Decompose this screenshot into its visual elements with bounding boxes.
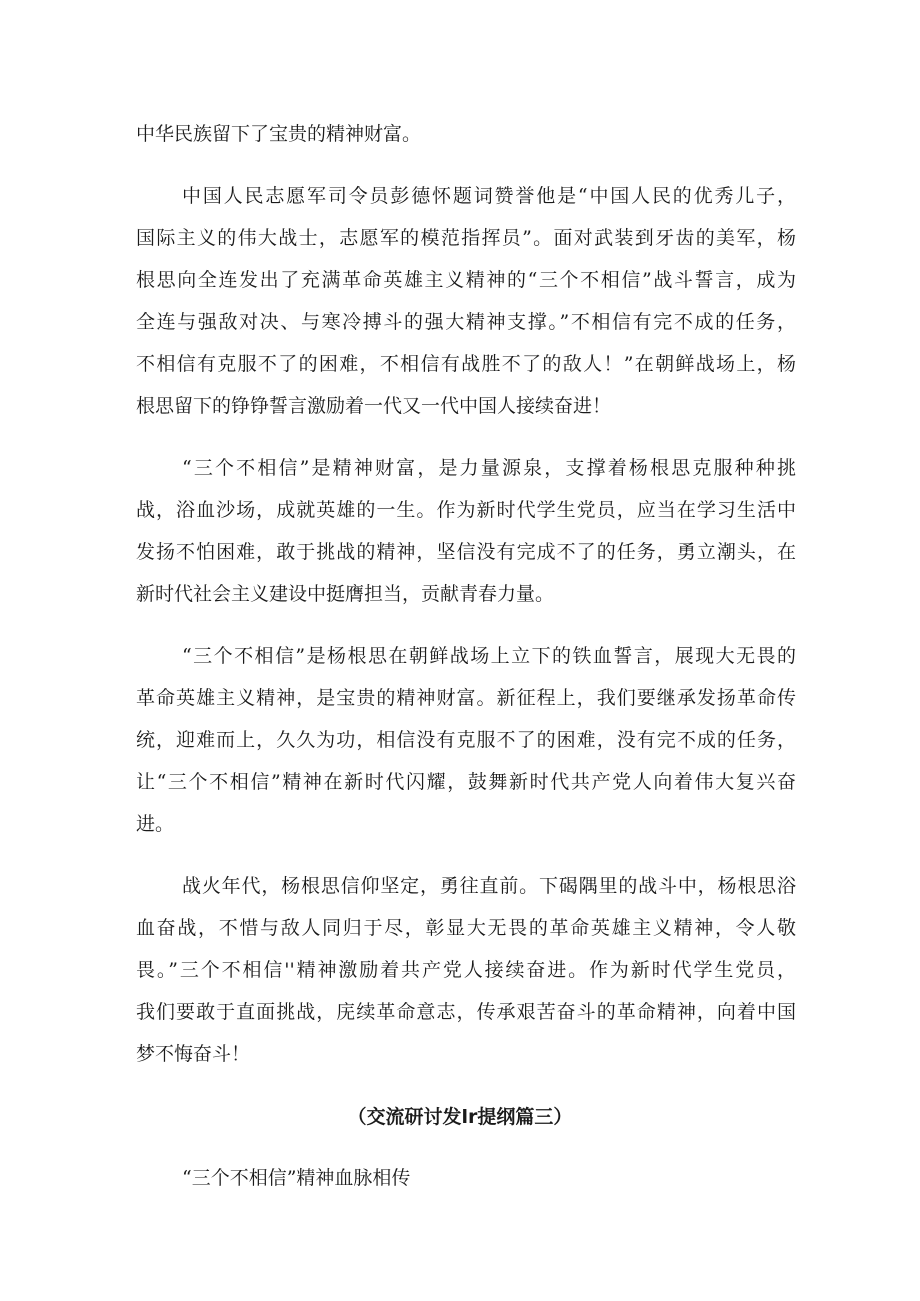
paragraph-line: 国际主义的伟大战士，志愿军的模范指挥员”。面对武装到牙齿的美军，杨 (136, 227, 796, 249)
paragraph-line: 战，浴血沙场，成就英雄的一生。作为新时代学生党员，应当在学习生活中 (136, 499, 796, 521)
paragraph-line: 发扬不怕困难，敢于挑战的精神，坚信没有完成不了的任务，勇立潮头，在 (136, 541, 796, 563)
paragraph-line: 全连与强敌对决、与寒冷搏斗的强大精神支撑。”不相信有完不成的任务， (136, 311, 796, 333)
paragraph-line: 畏。”三个不相信''精神激励着共产党人接续奋进。作为新时代学生党员， (136, 959, 796, 981)
paragraph-line: 不相信有克服不了的困难，不相信有战胜不了的敌人！”在朝鲜战场上，杨 (136, 353, 796, 375)
section-heading: （交流研讨发lr提纲篇三） (347, 1106, 573, 1128)
paragraph-line: 新时代社会主义建设中挺膺担当，贡献青春力量。 (136, 583, 555, 605)
paragraph-line: 中华民族留下了宝贵的精神财富。 (136, 123, 422, 145)
paragraph-line: “三个不相信”是精神财富，是力量源泉，支撑着杨根思克服种种挑 (182, 457, 796, 479)
paragraph-line: 根思留下的铮铮誓言激励着一代又一代中国人接续奋进！ (136, 395, 612, 417)
paragraph-line: 革命英雄主义精神，是宝贵的精神财富。新征程上，我们要继承发扬革命传 (136, 687, 796, 709)
paragraph-line: 统，迎难而上，久久为功，相信没有克服不了的困难，没有完不成的任务， (136, 729, 796, 751)
paragraph-line: 战火年代，杨根思信仰坚定，勇往直前。下碣隅里的战斗中，杨根思浴 (182, 875, 796, 897)
paragraph-line: 血奋战，不惜与敌人同归于尽，彰显大无畏的革命英雄主义精神，令人敬 (136, 917, 796, 939)
paragraph-line: 梦不悔奋斗！ (136, 1043, 251, 1065)
paragraph-line: 根思向全连发出了充满革命英雄主义精神的“三个不相信”战斗誓言，成为 (136, 269, 796, 291)
paragraph-line: “三个不相信”精神血脉相传 (182, 1167, 411, 1189)
paragraph-line: “三个不相信”是杨根思在朝鲜战场上立下的铁血誓言，展现大无畏的 (182, 645, 796, 667)
paragraph-line: 让“三个不相信”精神在新时代闪耀，鼓舞新时代共产党人向着伟大复兴奋 (136, 771, 796, 793)
paragraph-line: 中国人民志愿军司令员彭德怀题词赞誉他是“中国人民的优秀儿子， (182, 185, 796, 207)
paragraph-line: 进。 (136, 813, 175, 835)
paragraph-line: 我们要敢于直面挑战，庑续革命意志，传承艰苦奋斗的革命精神，向着中国 (136, 1001, 796, 1023)
